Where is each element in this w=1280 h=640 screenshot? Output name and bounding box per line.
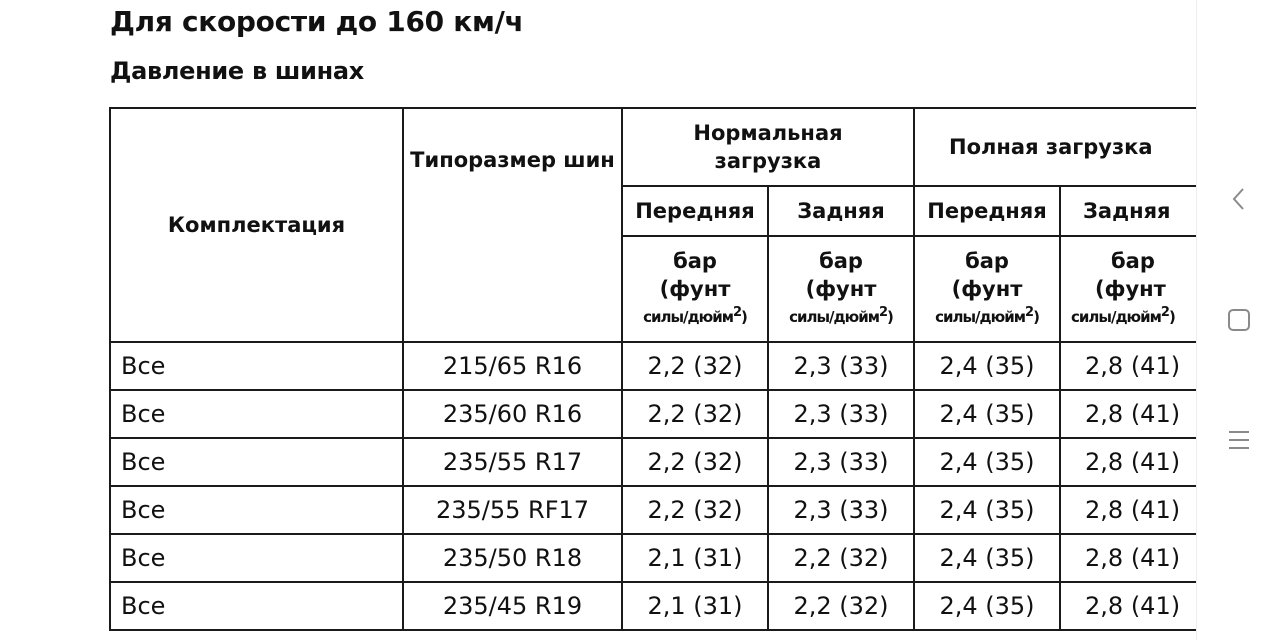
cell-full-front: 2,4 (35) — [914, 390, 1060, 438]
section-title: Давление в шинах — [110, 57, 364, 85]
back-button[interactable] — [1221, 181, 1257, 217]
cell-normal-front: 2,2 (32) — [622, 438, 768, 486]
cell-normal-front: 2,1 (31) — [622, 582, 768, 630]
cell-tire-size: 215/65 R16 — [403, 342, 622, 390]
navigation-bar — [1196, 0, 1280, 640]
header-normal-front: Передняя — [622, 186, 768, 236]
cell-normal-front: 2,1 (31) — [622, 534, 768, 582]
header-tire-size: Типоразмер шин — [403, 108, 622, 342]
header-full-rear: Задняя — [1060, 186, 1196, 236]
cell-equipment: Все — [110, 486, 403, 534]
header-normal-load: Нормальная загрузка — [622, 108, 914, 186]
cell-full-rear: 2,8 (41) — [1060, 438, 1196, 486]
cell-equipment: Все — [110, 582, 403, 630]
cell-full-front: 2,4 (35) — [914, 438, 1060, 486]
unit-normal-front: бар (фунт силы/дюйм2) — [622, 236, 768, 342]
square-icon — [1226, 307, 1252, 333]
cell-full-front: 2,4 (35) — [914, 534, 1060, 582]
unit-full-rear: бар (фунт силы/дюйм2) — [1060, 236, 1196, 342]
cell-full-rear: 2,8 (41) — [1060, 582, 1196, 630]
cell-normal-rear: 2,3 (33) — [768, 342, 914, 390]
unit-full-front: бар (фунт силы/дюйм2) — [914, 236, 1060, 342]
cell-full-front: 2,4 (35) — [914, 486, 1060, 534]
chevron-left-icon — [1230, 185, 1248, 213]
table-body — [110, 342, 1196, 630]
cell-normal-front: 2,2 (32) — [622, 390, 768, 438]
table-row — [110, 486, 1196, 534]
cell-tire-size: 235/45 R19 — [403, 582, 622, 630]
cell-full-front: 2,4 (35) — [914, 582, 1060, 630]
cell-normal-front: 2,2 (32) — [622, 486, 768, 534]
cell-full-rear: 2,8 (41) — [1060, 342, 1196, 390]
cell-full-rear: 2,8 (41) — [1060, 486, 1196, 534]
cell-tire-size: 235/50 R18 — [403, 534, 622, 582]
header-full-load: Полная загрузка — [914, 108, 1196, 186]
cell-tire-size: 235/55 R17 — [403, 438, 622, 486]
cell-tire-size: 235/55 RF17 — [403, 486, 622, 534]
cell-full-front: 2,4 (35) — [914, 342, 1060, 390]
cell-normal-rear: 2,3 (33) — [768, 438, 914, 486]
table-row — [110, 534, 1196, 582]
cell-normal-rear: 2,3 (33) — [768, 390, 914, 438]
table-row — [110, 438, 1196, 486]
cell-equipment: Все — [110, 390, 403, 438]
home-button[interactable] — [1221, 302, 1257, 338]
cell-normal-rear: 2,3 (33) — [768, 486, 914, 534]
cell-normal-rear: 2,2 (32) — [768, 534, 914, 582]
cell-full-rear: 2,8 (41) — [1060, 390, 1196, 438]
cell-tire-size: 235/60 R16 — [403, 390, 622, 438]
cell-equipment: Все — [110, 534, 403, 582]
table-row — [110, 342, 1196, 390]
header-equipment: Комплектация — [110, 108, 403, 342]
tire-pressure-table — [109, 107, 1196, 631]
cell-equipment: Все — [110, 342, 403, 390]
cell-normal-rear: 2,2 (32) — [768, 582, 914, 630]
page-title: Для скорости до 160 км/ч — [110, 5, 524, 38]
menu-button[interactable] — [1221, 422, 1257, 458]
header-full-front: Передняя — [914, 186, 1060, 236]
cell-normal-front: 2,2 (32) — [622, 342, 768, 390]
cell-equipment: Все — [110, 438, 403, 486]
table-row — [110, 582, 1196, 630]
header-normal-rear: Задняя — [768, 186, 914, 236]
table-row — [110, 390, 1196, 438]
cell-full-rear: 2,8 (41) — [1060, 534, 1196, 582]
menu-lines-icon — [1226, 427, 1252, 453]
unit-normal-rear: бар (фунт силы/дюйм2) — [768, 236, 914, 342]
